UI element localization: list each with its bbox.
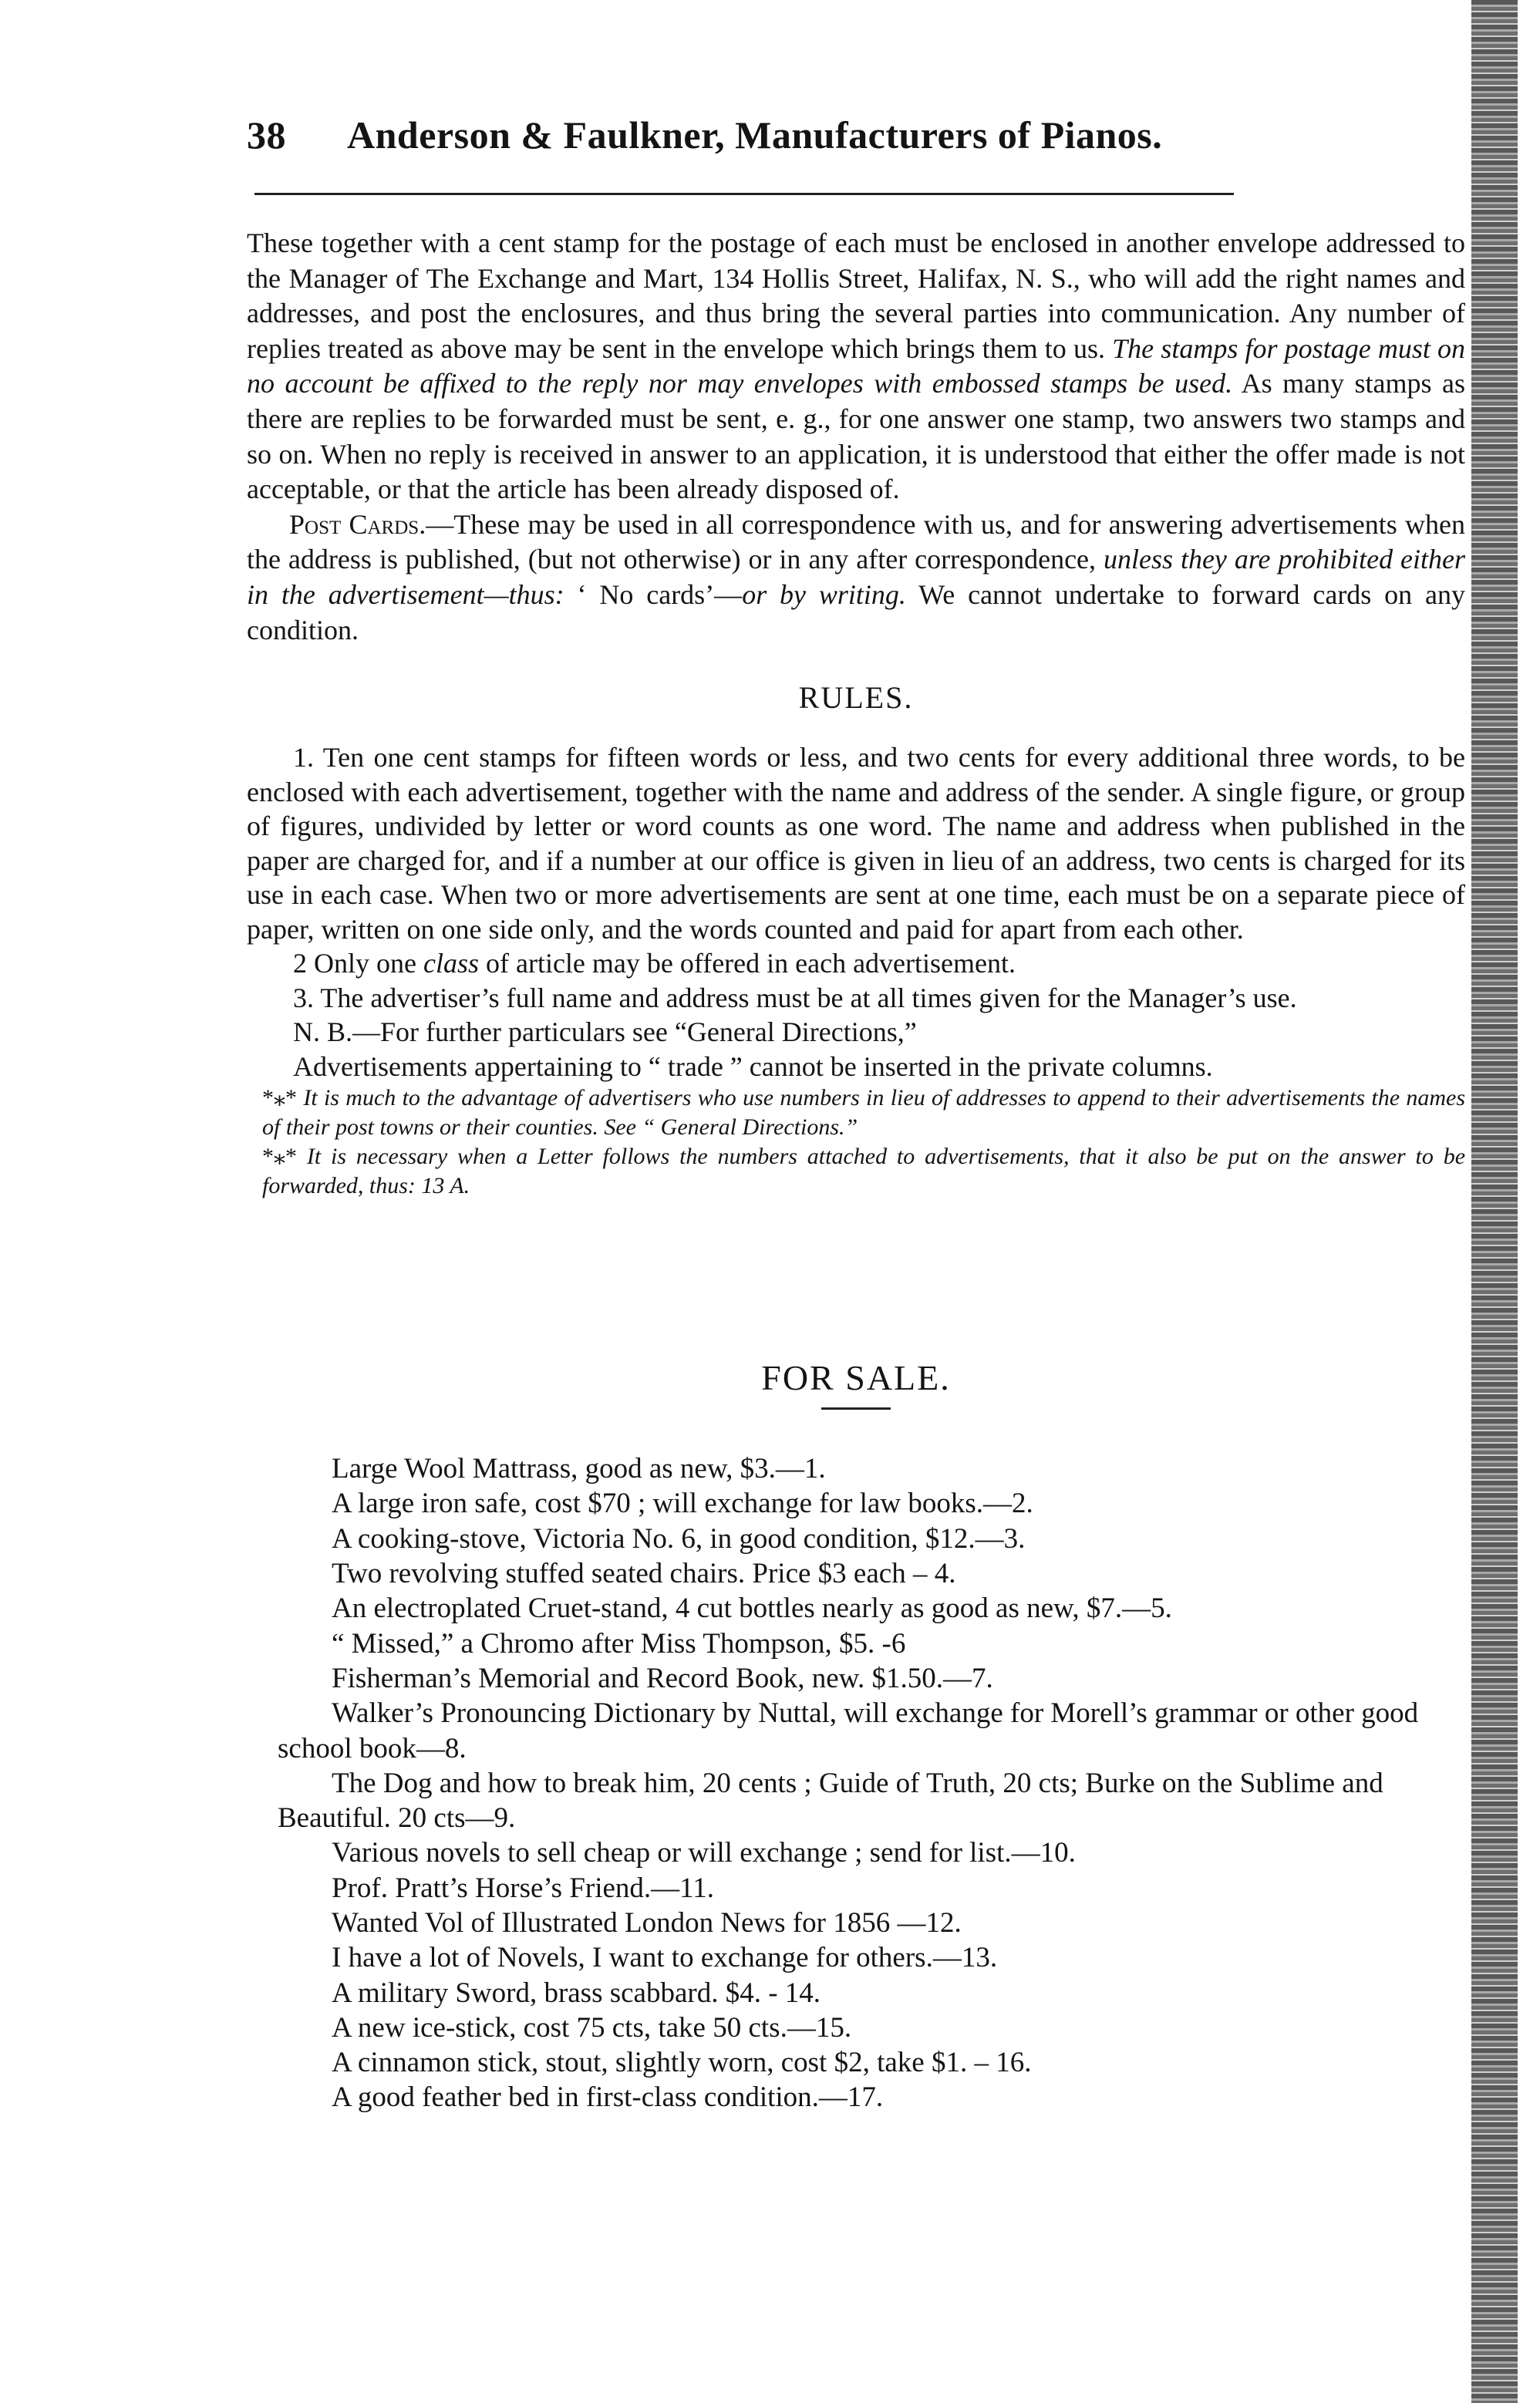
intro-p1-italic: The stamps for postage must on no account be affixed to the reply nor may envelopes with embossed stamps be used. (247, 332, 1466, 399)
rules-heading: RULES. (798, 680, 914, 716)
post-cards-end: We cannot undertake to forward cards on any condition. (247, 578, 1466, 645)
list-item: I have a lot of Novels, I want to exchange for others.—13. (332, 1942, 998, 1974)
rule-2 (247, 946, 1465, 981)
rule-2-end: of article may be offered in each advertisement. (485, 948, 1016, 979)
asterism-icon: *⁎* (262, 1085, 297, 1111)
rule-note-2-text: It is necessary when a Letter follows the numbers attached to advertisements, that it also be put on the answer to be forwarded, thus: 13 A. (262, 1144, 1466, 1199)
list-item: Fisherman’s Memorial and Record Book, new. $1.50.—7. (332, 1662, 993, 1694)
rule-2-start: 2 Only one (293, 948, 416, 979)
rule-1: 1. Ten one cent stamps for fifteen words or less, and two cents for every additional three words, to be enclosed with each advertisement, together with the name and address of the sender. A single figure, or group of figures, undivided by letter or word counts as one word. The name and address when published in the paper are charged for, and if a number at our office is given in lieu of an address, two cents is charged for its use in each case. When two or more advertisements are sent at one time, each must be on a separate piece of paper, written on one side only, and the words counted and paid for apart from each other. (247, 742, 1465, 945)
running-title: Anderson & Faulkner, Manufacturers of Pianos. (347, 113, 1163, 157)
post-cards-quote: ‘ No cards’— (577, 578, 743, 610)
rule-2-italic: class (423, 948, 479, 979)
list-item: The Dog and how to break him, 20 cents ; Guide of Truth, 20 cts; Burke on the Sublime and Beautiful. 20 cts—9. (278, 1767, 1383, 1835)
list-item: Large Wool Mattrass, good as new, $3.—1. (332, 1453, 826, 1485)
rule-nb: N. B.—For further particulars see “General Directions,” (293, 1016, 917, 1048)
intro-p1-text: These together with a cent stamp for the postage of each must be enclosed in another envelope addressed to the Manager of The Exchange and Mart, 134 Hollis Street, Halifax, N. S., who will add the right names and addresses, and post the enclosures, and thus bring the several parties into communication. Any number of replies treated as above may be sent in the envelope which brings them to us. (247, 227, 1465, 364)
rules-section (247, 740, 1465, 1201)
post-cards-paragraph (247, 507, 1465, 648)
header-rule (254, 193, 1234, 195)
page-number: 38 (247, 113, 286, 157)
list-item: Various novels to sell cheap or will exchange ; send for list.—10. (332, 1837, 1076, 1869)
post-cards-italic: unless they are prohibited either in the advertisement—thus: (247, 544, 1466, 610)
intro-paragraph-1 (247, 226, 1465, 507)
running-head (247, 108, 1465, 162)
rule-3: 3. The advertiser’s full name and address must be at all times given for the Manager’s use. (293, 982, 1297, 1013)
rule-trade: Advertisements appertaining to “ trade ” cannot be inserted in the private columns. (293, 1050, 1213, 1082)
list-item: Prof. Pratt’s Horse’s Friend.—11. (332, 1872, 715, 1904)
page-body (247, 108, 1465, 2115)
list-item: Two revolving stuffed seated chairs. Price $3 each – 4. (332, 1558, 956, 1590)
post-cards-label: Post Cards. (289, 508, 426, 540)
list-item: Wanted Vol of Illustrated London News for 1856 —12. (332, 1906, 962, 1939)
rule-note-1-text: It is much to the advantage of advertisers who use numbers in lieu of addresses to append to their advertisements the names of their post towns or their counties. See “ General Directions.” (262, 1085, 1466, 1141)
list-item: A cooking-stove, Victoria No. 6, in good condition, $12.—3. (332, 1522, 1026, 1555)
list-item: A military Sword, brass scabbard. $4. - 14. (332, 1977, 821, 2009)
rule-note-2 (247, 1142, 1465, 1201)
post-cards-text: —These may be used in all correspondence with us, and for answering advertisements when the address is published, (but not otherwise) or in any after correspondence, (247, 508, 1465, 575)
asterism-icon: *⁎* (262, 1144, 297, 1170)
list-item: Walker’s Pronouncing Dictionary by Nuttal, will exchange for Morell’s grammar or other good school book—8. (278, 1697, 1419, 1764)
list-item: A good feather bed in first-class condition.—17. (332, 2081, 884, 2114)
intro-p1-end: As many stamps as there are replies to be forwarded must be sent, e. g., for one answer one stamp, two answers two stamps and so on. When no reply is received in answer to an application, it is understood that either the offer made is not acceptable, or that the article has been already disposed of. (247, 368, 1466, 505)
post-cards-italic-2: or by writing. (742, 578, 906, 610)
rule-note-1 (247, 1084, 1465, 1142)
list-item: A large iron safe, cost $70 ; will exchange for law books.—2. (332, 1488, 1033, 1520)
list-item: “ Missed,” a Chromo after Miss Thompson, $5. -6 (332, 1627, 906, 1660)
binding-edge-strip (1471, 0, 1518, 2403)
for-sale-list (247, 1451, 1465, 2115)
for-sale-heading: FOR SALE. (761, 1358, 951, 1398)
list-item: A cinnamon stick, stout, slightly worn, cost $2, take $1. – 16. (332, 2047, 1032, 2079)
for-sale-rule (821, 1407, 891, 1410)
list-item: An electroplated Cruet-stand, 4 cut bottles nearly as good as new, $7.—5. (332, 1592, 1172, 1625)
list-item: A new ice-stick, cost 75 cts, take 50 cts.—15. (332, 2011, 852, 2044)
